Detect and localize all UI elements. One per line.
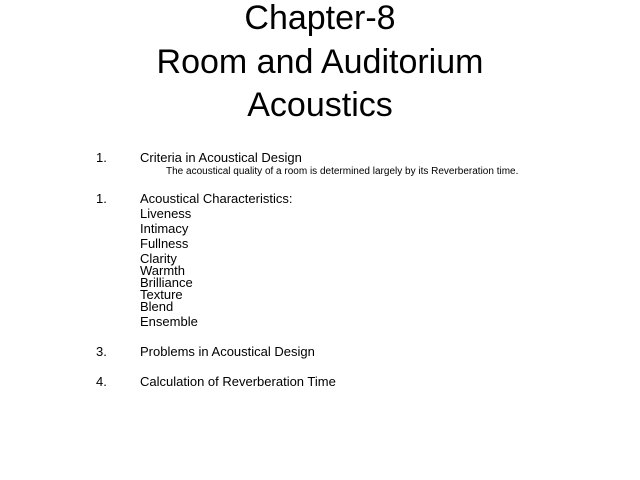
subitem: Fullness <box>140 236 189 251</box>
subitem: Warmth <box>140 263 186 278</box>
item-label: Acoustical Characteristics: <box>140 191 293 206</box>
item-number: 1. <box>96 150 107 165</box>
title-line-1: Chapter-8 <box>244 0 396 37</box>
item-label: Criteria in Acoustical Design <box>140 150 302 165</box>
subitem: Texture <box>140 287 183 302</box>
subitem: Brilliance <box>140 275 193 290</box>
subitem: Blend <box>140 299 174 314</box>
subitem: Ensemble <box>140 314 198 329</box>
item-number: 3. <box>96 344 107 359</box>
subitem: Intimacy <box>140 221 189 236</box>
item-label: Calculation of Reverberation Time <box>140 374 336 389</box>
item-number: 1. <box>96 191 107 206</box>
item-label: Problems in Acoustical Design <box>140 344 315 359</box>
subitem: Liveness <box>140 206 192 221</box>
item-note: The acoustical quality of a room is determined largely by its Reverberation time. <box>166 166 519 177</box>
title-line-2: Room and Auditorium <box>156 43 484 81</box>
subitem: Clarity <box>140 251 177 266</box>
title-line-3: Acoustics <box>247 86 393 124</box>
item-number: 4. <box>96 374 107 389</box>
